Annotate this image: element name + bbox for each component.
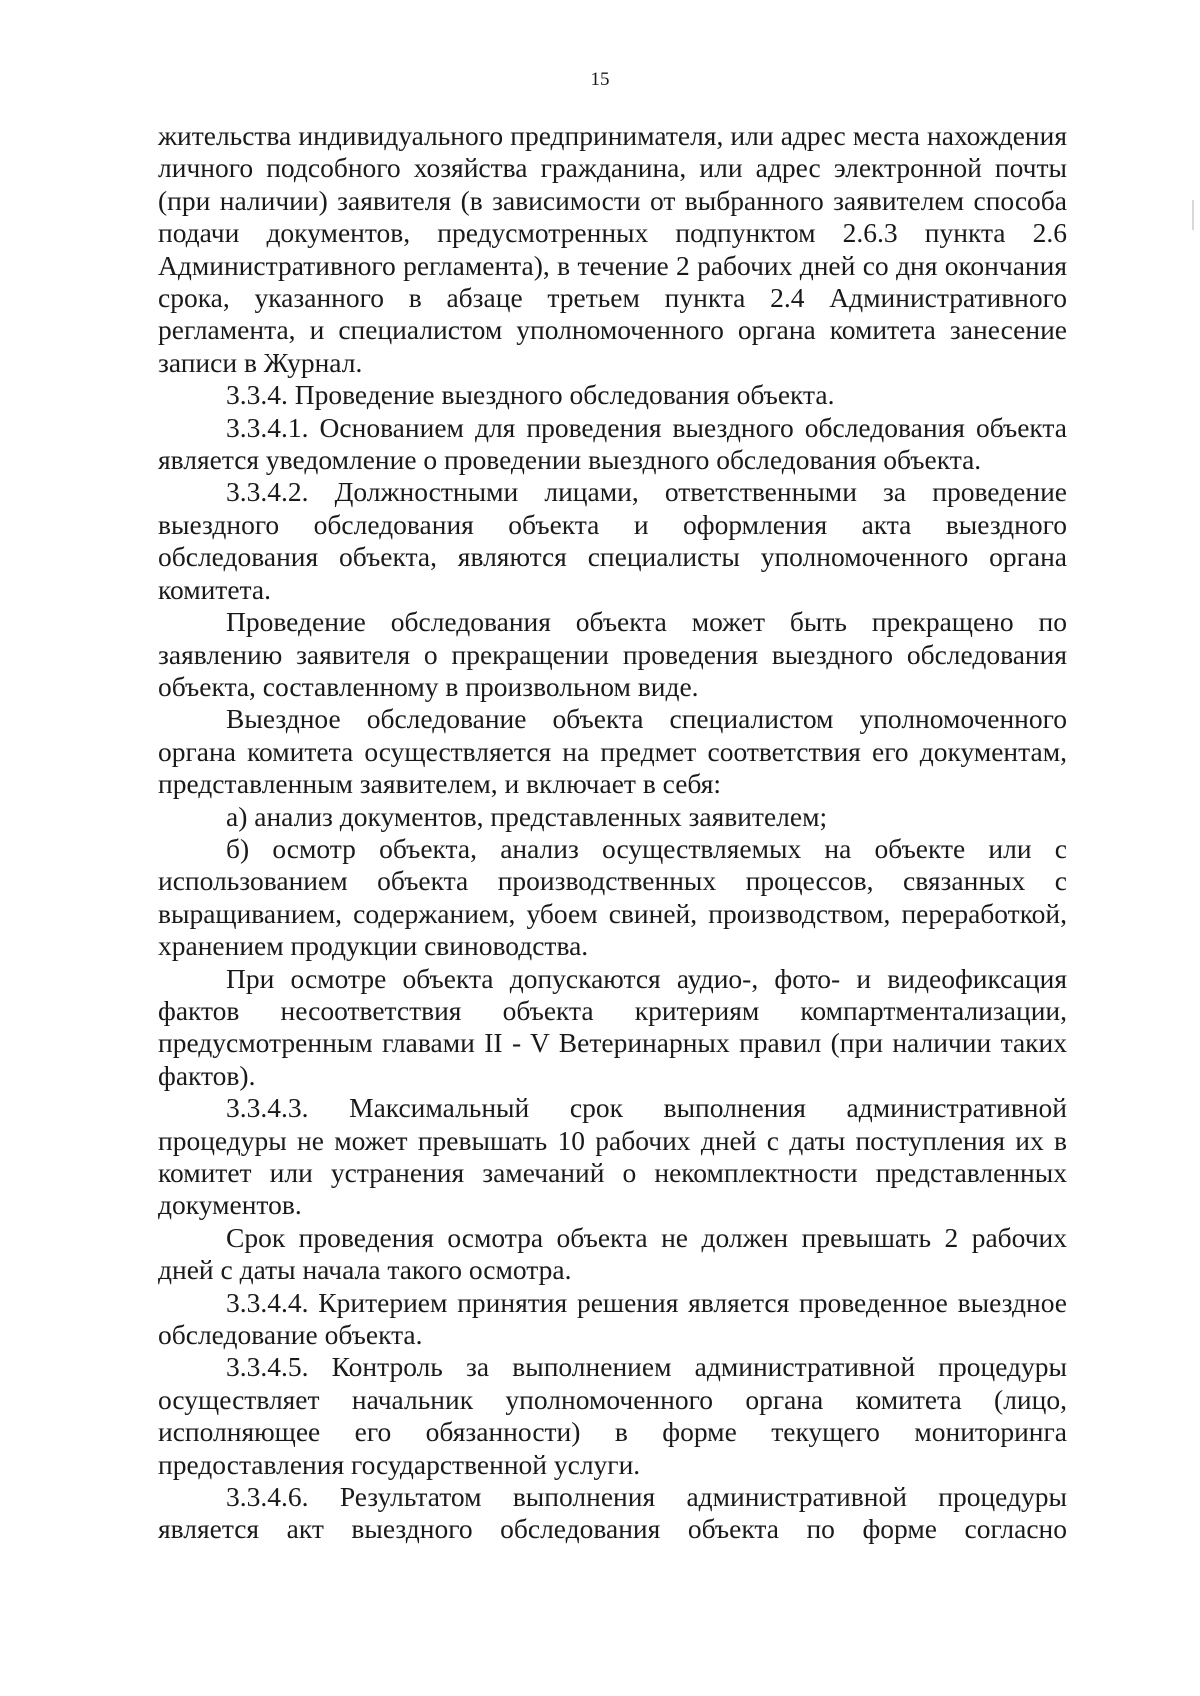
paragraph-3-3-4-6: 3.3.4.6. Результатом выполнения административной процедуры является акт выездного обследования объекта по форме согласно (158, 1481, 1067, 1545)
list-item-a: а) анализ документов, представленных заявителем; (226, 800, 828, 832)
paragraph-inspection-duration: Срок проведения осмотра объекта не должен превышать 2 рабочих дней с даты начала такого осмотра. (158, 1221, 1067, 1286)
paragraph-3-3-4: 3.3.4. Проведение выездного обследования объекта. (226, 379, 835, 411)
document-body (158, 120, 1067, 1546)
paragraph-continuation: жительства индивидуального предпринимателя, или адрес места нахождения личного подсобного хозяйства гражданина, или адрес электронной почты (при наличии) заявителя (в зависимости от выбранного заявителем способа подачи документов, предусмотренных подпунктом 2.6.3 пункта 2.6 Административного регламента), в течение 2 рабочих дней со дня окончания срока, указанного в абзаце третьем пункта 2.4 Административного регламента, и специалистом уполномоченного органа комитета занесение записи в Журнал. (158, 120, 1067, 378)
scan-edge-mark (1192, 200, 1194, 230)
paragraph-3-3-4-4: 3.3.4.4. Критерием принятия решения является проведенное выездное обследование объекта. (158, 1286, 1067, 1351)
paragraph-3-3-4-1: 3.3.4.1. Основанием для проведения выездного обследования объекта является уведомление о проведении выездного обследования объекта. (158, 411, 1067, 476)
page-number: 15 (590, 69, 610, 90)
paragraph-recording: При осмотре объекта допускаются аудио-, фото- и видеофиксация фактов несоответствия объекта критериям компартментализации, предусмотренным главами II - V Ветеринарных правил (при наличии таких фактов). (158, 962, 1067, 1091)
paragraph-3-3-4-3: 3.3.4.3. Максимальный срок выполнения административной процедуры не может превышать 10 рабочих дней с даты поступления их в комитет или устранения замечаний о некомплектности представленных документов. (158, 1092, 1067, 1221)
paragraph-3-3-4-2: 3.3.4.2. Должностными лицами, ответственными за проведение выездного обследования объекта и оформления акта выездного обследования объекта, являются специалисты уполномоченного органа комитета. (158, 476, 1067, 605)
paragraph-termination: Проведение обследования объекта может быть прекращено по заявлению заявителя о прекращении проведения выездного обследования объекта, составленному в произвольном виде. (158, 606, 1067, 702)
paragraph-inspection-scope: Выездное обследование объекта специалистом уполномоченного органа комитета осуществляется на предмет соответствия его документам, представленным заявителем, и включает в себя: (158, 703, 1067, 800)
paragraph-3-3-4-5: 3.3.4.5. Контроль за выполнением административной процедуры осуществляет начальник уполномоченного органа комитета (лицо, исполняющее его обязанности) в форме текущего мониторинга предоставления государственной услуги. (158, 1351, 1067, 1480)
list-item-b: б) осмотр объекта, анализ осуществляемых на объекте или с использованием объекта производственных процессов, связанных с выращиванием, содержанием, убоем свиней, производством, переработкой, хранением продукции свиноводства. (158, 832, 1067, 962)
